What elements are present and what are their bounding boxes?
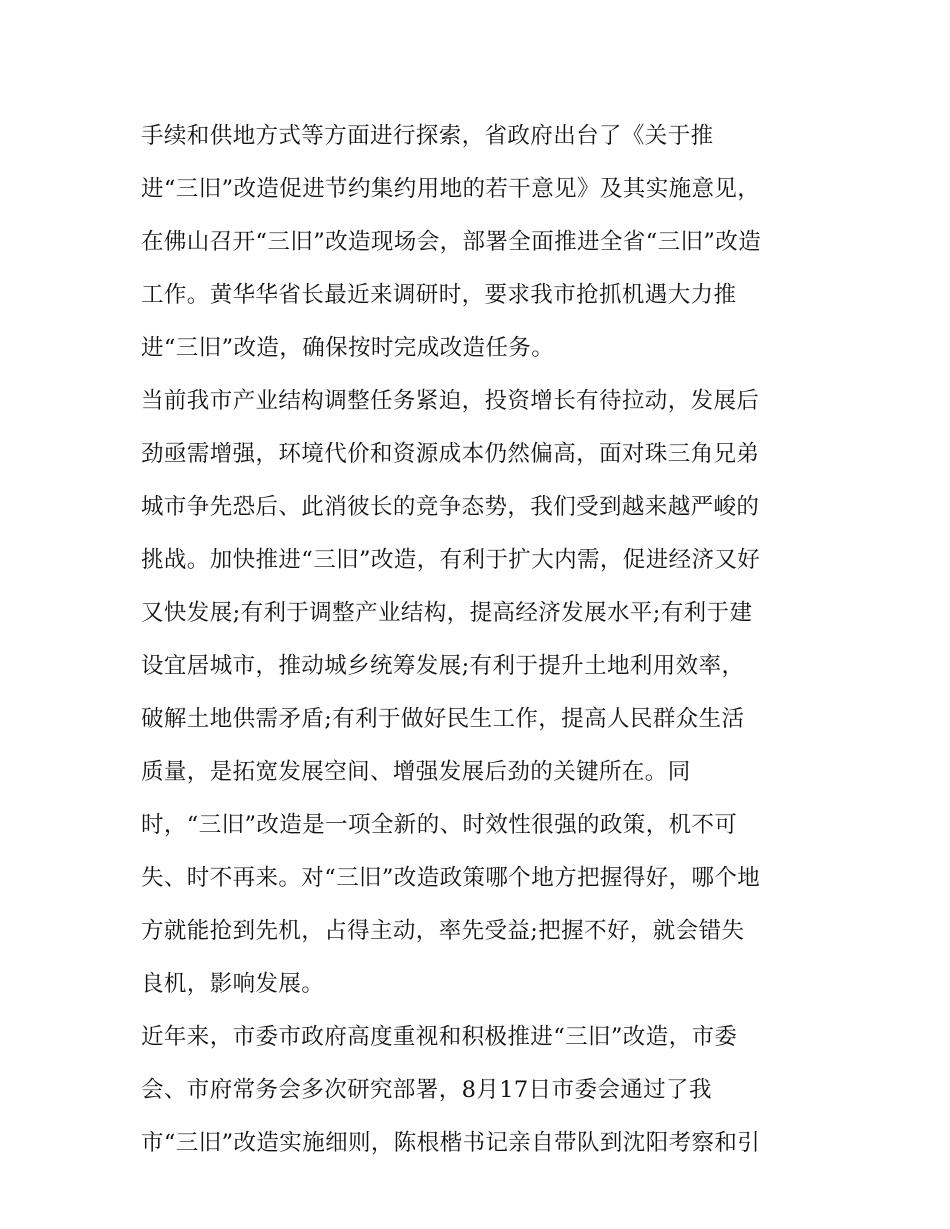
text-line: 城市争先恐后、此消彼长的竞争态势，我们受到越来越严峻的 [141,494,760,520]
text-line: 良机，影响发展。 [141,971,325,997]
text-line: 又快发展;有利于调整产业结构，提高经济发展水平;有利于建 [141,600,753,626]
text-line: 质量，是拓宽发展空间、增强发展后劲的关键所在。同 [141,759,691,785]
text-line: 手续和供地方式等方面进行探索，省政府出台了《关于推 [141,123,714,149]
text-line: 挑战。加快推进“三旧”改造，有利于扩大内需，促进经济又好 [141,547,761,573]
text-line: 市“三旧”改造实施细则，陈根楷书记亲自带队到沈阳考察和引 [141,1130,761,1156]
text-line: 劲亟需增强，环境代价和资源成本仍然偏高，面对珠三角兄弟 [141,441,760,467]
text-line: 时，“三旧”改造是一项全新的、时效性很强的政策，机不可 [141,812,738,838]
text-line: 会、市府常务会多次研究部署，8月17日市委会通过了我 [141,1077,712,1103]
text-line: 进“三旧”改造，确保按时完成改造任务。 [141,335,555,361]
text-line: 在佛山召开“三旧”改造现场会，部署全面推进全省“三旧”改造 [141,229,762,255]
body-text [141,110,821,1170]
text-line: 方就能抢到先机，占得主动，率先受益;把握不好，就会错失 [141,918,745,944]
text-line: 设宜居城市，推动城乡统筹发展;有利于提升土地利用效率， [141,653,745,679]
text-line: 近年来，市委市政府高度重视和积极推进“三旧”改造，市委 [141,1024,738,1050]
text-line: 工作。黄华华省长最近来调研时，要求我市抢抓机遇大力推 [141,282,737,308]
text-line: 破解土地供需矛盾;有利于做好民生工作，提高人民群众生活 [141,706,745,732]
text-line: 失、时不再来。对“三旧”改造政策哪个地方把握得好，哪个地 [141,865,761,891]
text-line: 进“三旧”改造促进节约集约用地的若干意见》及其实施意见， [141,176,761,202]
text-line: 当前我市产业结构调整任务紧迫，投资增长有待拉动，发展后 [141,388,760,414]
